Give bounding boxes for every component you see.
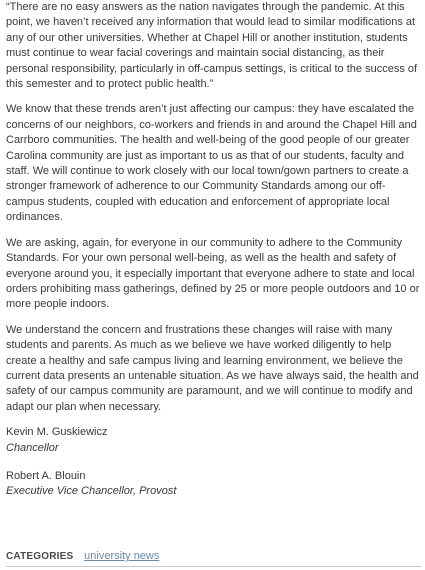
signature-chancellor [6, 425, 421, 456]
article-body [6, 0, 421, 513]
category-link-university-news[interactable]: university news [84, 550, 160, 562]
signature-title: Executive Vice Chancellor, Provost [6, 485, 177, 498]
signature-name: Kevin M. Guskiewicz [6, 426, 108, 439]
signature-name: Robert A. Blouin [6, 469, 86, 482]
signature-title: Chancellor [6, 441, 59, 454]
article-paragraph-1: “There are no easy answers as the nation navigates through the pandemic. At this point, we haven’t received any information that would lead to similar modifications at any of our other universities. Whether at Chapel Hill or another institution, students must continue to wear facial coverings and maintain social distancing, as their personal responsibility, particularly in off-campus settings, is critical to the success of this semester and to protect public health.” [6, 1, 418, 91]
article-paragraph-2: We know that these trends aren’t just affecting our campus: they have escalated the concerns of our neighbors, co-workers and friends in and around the Chapel Hill and Carrboro communities. The health and well-being of the good people of our greater Carolina community are just as important to us as that of our students, faculty and staff. We will continue to work closely with our local town/gown partners to create a stronger framework of adherence to our Community Standards among our off-campus students, coupled with education and enforcement of appropriate local ordinances. [6, 103, 417, 224]
footer-divider [6, 566, 421, 567]
article-paragraph-4: We understand the concern and frustrations these changes will raise with many students and parents. As much as we believe we have worked diligently to help create a healthy and safe campus living and learning environment, we believe the current data presents an untenable situation. As we have always said, the health and safety of our campus community are paramount, and we will continue to modify and adapt our plan when necessary. [6, 323, 419, 413]
categories-label: CATEGORIES [6, 551, 74, 562]
categories-row [6, 549, 159, 564]
signature-provost [6, 469, 421, 500]
article-paragraph-3: We are asking, again, for everyone in our community to adhere to the Community Standards. For your own personal well-being, as well as the health and safety of everyone around you, it especially important that everyone adhere to state and local orders prohibiting mass gatherings, defined by 25 or more people outdoors and 10 or more people indoors. [6, 236, 420, 311]
